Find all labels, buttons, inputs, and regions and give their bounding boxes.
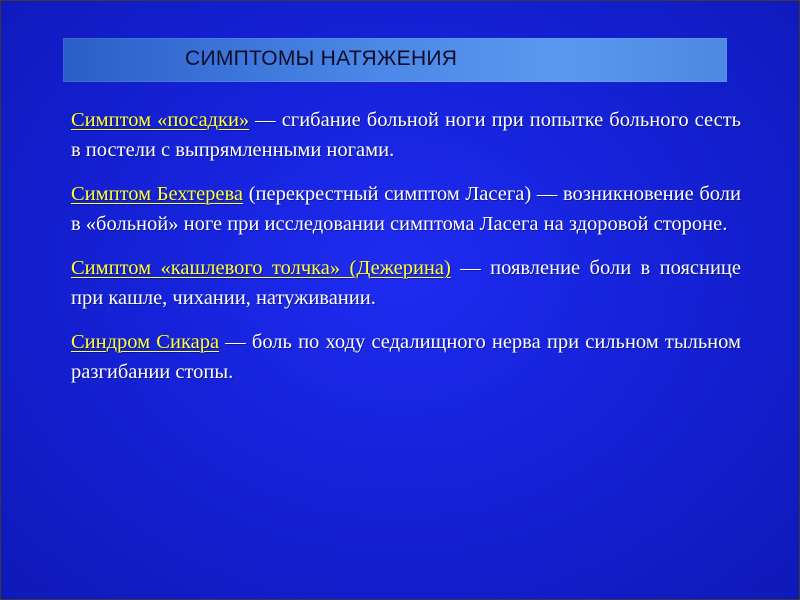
- paragraph-sicard: [71, 327, 741, 387]
- text-posadki: — сгибание больной ноги при попытке больного сесть в постели с выпрямленными ногами.: [71, 109, 741, 161]
- paragraph-posadki: [71, 105, 741, 165]
- term-posadki: Симптом «посадки»: [71, 109, 250, 131]
- text-sicard: — боль по ходу седалищного нерва при сильном тыльном разгибании стопы.: [71, 331, 741, 383]
- title-bar: [63, 38, 727, 82]
- text-dejerine: — появление боли в пояснице при кашле, чихании, натуживании.: [71, 257, 741, 309]
- term-dejerine: Симптом «кашлевого толчка» (Дежерина): [71, 257, 451, 279]
- paragraph-bekhterev: [71, 179, 741, 239]
- term-sicard: Синдром Сикара: [71, 331, 220, 353]
- slide-title: СИМПТОМЫ НАТЯЖЕНИЯ: [185, 47, 458, 70]
- paragraph-dejerine: [71, 253, 741, 313]
- text-bekhterev: (перекрестный симптом Ласега) — возникновение боли в «больной» ноге при исследовании симптома Ласега на здоровой стороне.: [71, 183, 741, 235]
- term-bekhterev: Симптом Бехтерева: [71, 183, 244, 205]
- content-body: [71, 105, 741, 401]
